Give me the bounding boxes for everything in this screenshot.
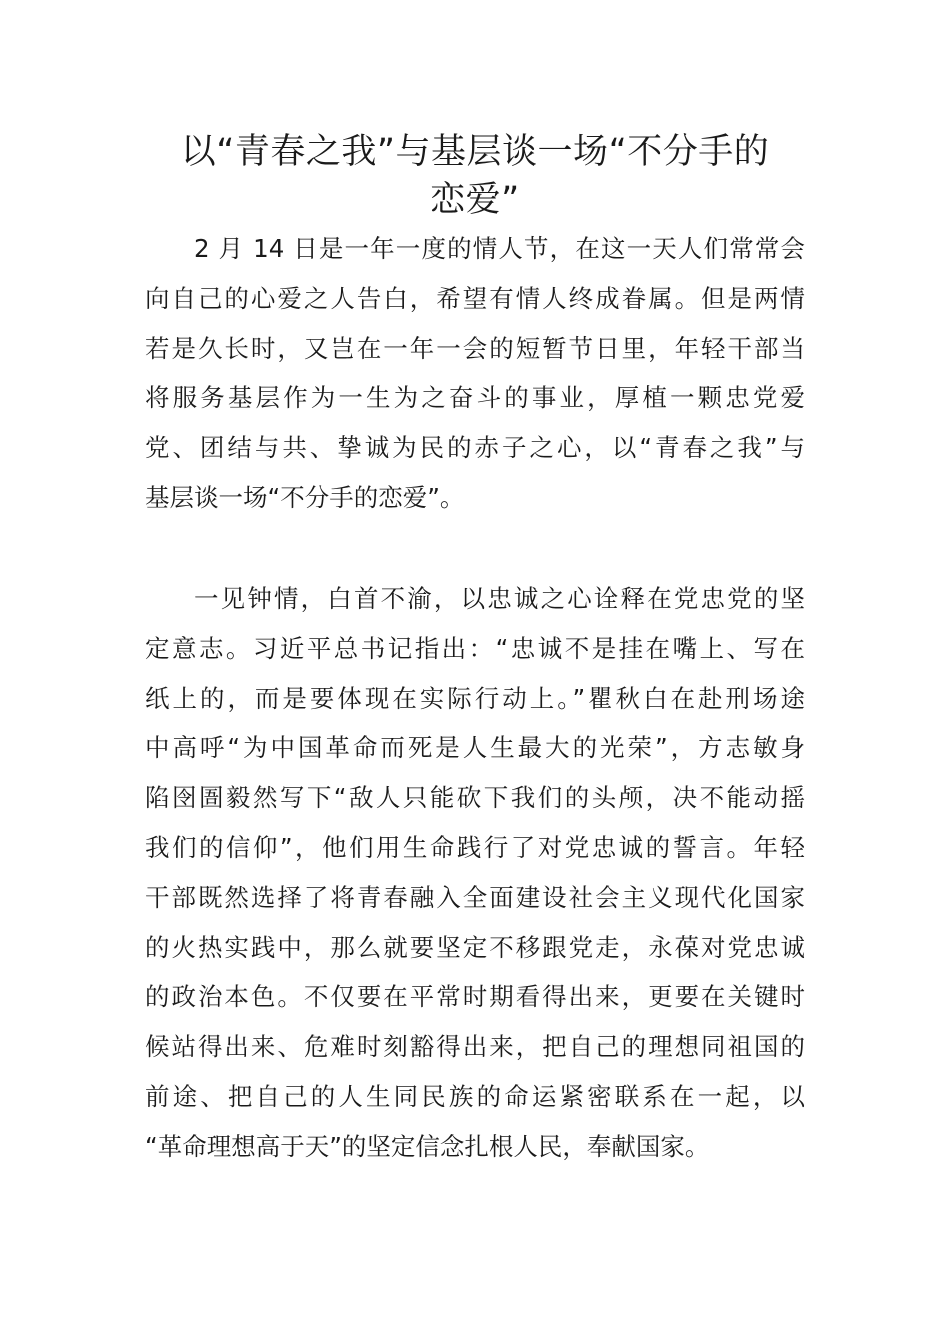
paragraph-line: 陷囹圄毅然写下“敌人只能砍下我们的头颅，决不能动摇 xyxy=(145,783,805,813)
paragraph-line: 中高呼“为中国革命而死是人生最大的光荣”，方志敏身 xyxy=(145,733,805,763)
paragraph-line: 党、团结与共、挚诚为民的赤子之心，以“青春之我”与 xyxy=(145,433,805,463)
paragraph-line: 的政治本色。不仅要在平常时期看得出来，更要在关键时 xyxy=(145,982,805,1012)
title-line-1: 以“青春之我”与基层谈一场“不分手的 xyxy=(180,132,770,172)
paragraph-intro xyxy=(145,224,805,523)
paragraph-line: 2 月 14 日是一年一度的情人节，在这一天人们常常会 xyxy=(194,234,805,263)
paragraph-loyalty xyxy=(145,574,805,1172)
title-line-2: 恋爱” xyxy=(430,180,520,220)
paragraph-line: 定意志。习近平总书记指出：“忠诚不是挂在嘴上、写在 xyxy=(145,633,805,663)
paragraph-line: 干部既然选择了将青春融入全面建设社会主义现代化国家 xyxy=(145,882,805,912)
paragraph-line: 一见钟情，白首不渝，以忠诚之心诠释在党忠党的坚 xyxy=(194,584,805,613)
paragraph-line: 若是久长时，又岂在一年一会的短暂节日里，年轻干部当 xyxy=(145,333,805,363)
paragraph-line: 前途、把自己的人生同民族的命运紧密联系在一起，以 xyxy=(145,1081,805,1111)
paragraph-line: 的火热实践中，那么就要坚定不移跟党走，永葆对党忠诚 xyxy=(145,932,805,962)
paragraph-line: 候站得出来、危难时刻豁得出来，把自己的理想同祖国的 xyxy=(145,1032,805,1062)
paragraph-line: 将服务基层作为一生为之奋斗的事业，厚植一颗忠党爱 xyxy=(145,383,805,413)
paragraph-line: 我们的信仰”，他们用生命践行了对党忠诚的誓言。年轻 xyxy=(145,832,805,862)
paragraph-line: 向自己的心爱之人告白，希望有情人终成眷属。但是两情 xyxy=(145,283,805,313)
document-title xyxy=(145,128,805,224)
paragraph-line: 基层谈一场“不分手的恋爱”。 xyxy=(145,482,465,512)
paragraph-line: 纸上的，而是要体现在实际行动上。”瞿秋白在赴刑场途 xyxy=(145,683,805,713)
paragraph-line: “革命理想高于天”的坚定信念扎根人民，奉献国家。 xyxy=(145,1131,710,1161)
